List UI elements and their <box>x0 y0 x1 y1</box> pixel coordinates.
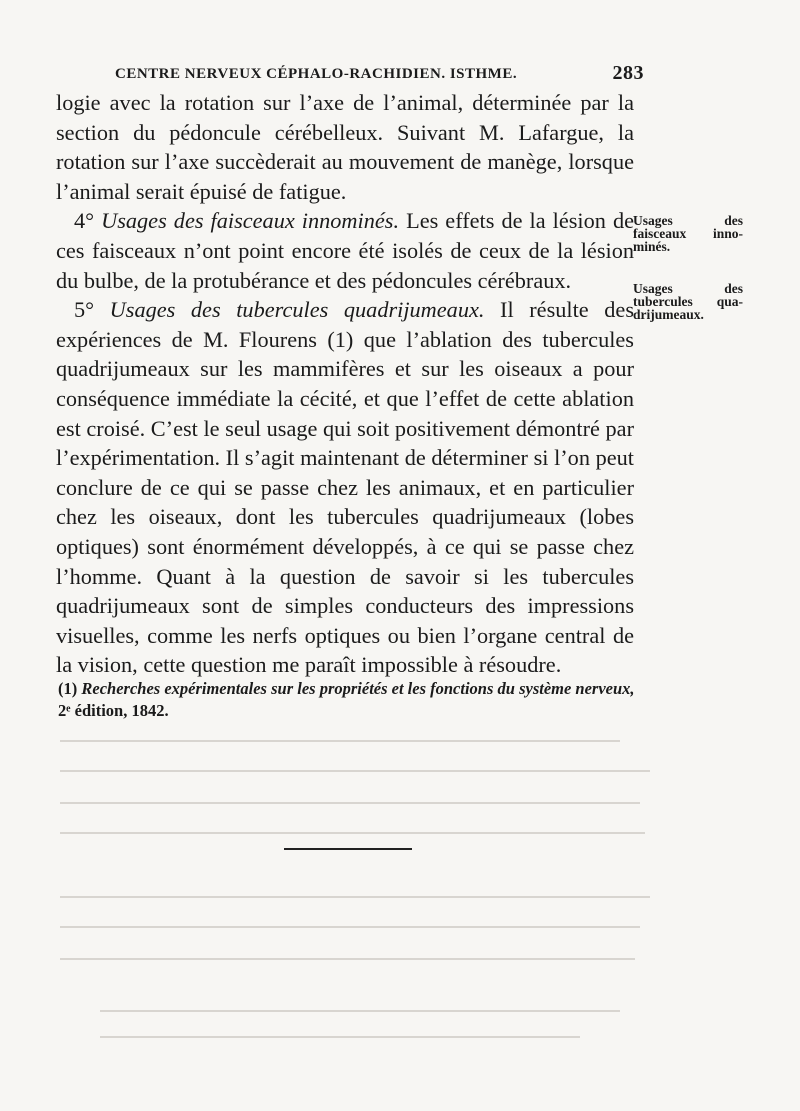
section-title: Usages des faisceaux innominés. <box>101 208 400 234</box>
bleed-line <box>60 896 650 898</box>
margin-note-faisceaux <box>633 214 743 253</box>
margin-note-line: Usages des <box>633 213 743 228</box>
bleed-line <box>60 740 620 742</box>
bleed-line <box>60 926 640 928</box>
section-title: Usages des tubercules quadrijumeaux. <box>109 297 485 323</box>
footnote <box>58 678 638 722</box>
bleed-line <box>60 832 645 834</box>
margin-note-line: drijumeaux. <box>633 307 704 322</box>
page-number: 283 <box>612 62 644 84</box>
bleed-line <box>100 1036 580 1038</box>
margin-note-line: minés. <box>633 239 671 254</box>
bleed-line <box>100 1010 620 1012</box>
margin-note-line: tubercules qua- <box>633 294 743 309</box>
bleed-line <box>60 770 650 772</box>
bleed-line <box>60 802 640 804</box>
running-head-title: CENTRE NERVEUX CÉPHALO-RACHIDIEN. ISTHME. <box>115 66 518 82</box>
section-number: 4° <box>74 208 102 234</box>
margin-note-tubercules <box>633 282 743 321</box>
margin-note-line: Usages des <box>633 281 743 296</box>
section-text: Il résulte des expériences de M. Flourens (1) que l’ablation des tubercules quadrijumeaux sur les mammifères et sur les oiseaux a pour conséquence immédiate la cécité, et que l’effet de cette ablation est croisé. C’est le seul usage qui soit positivement démontré par l’expérimentation. Il s’agit maintenant de déterminer si l’on peut conclure de ce qui se passe chez les animaux, et en particulier chez les oiseaux, dont les tubercules quadrijumeaux (lobes optiques) sont énormément développés, à ce qui se passe chez l’homme. Quant à la question de savoir si les tubercules quadrijumeaux sont de simples conducteurs des impressions visuelles, comme les nerfs optiques ou bien l’organe central de la vision, cette question me paraît impossible à résoudre. <box>56 297 635 678</box>
footnote-marker: (1) <box>58 679 82 698</box>
margin-note-line: faisceaux inno- <box>633 226 743 241</box>
paragraph-tubercules <box>56 295 634 680</box>
footnote-edition: 2ᵉ édition, 1842. <box>58 701 169 720</box>
paragraph-continued: logie avec la rotation sur l’axe de l’animal, déterminée par la section du pédoncule cérébelleux. Suivant M. Lafargue, la rotation sur l’axe succèderait au mouvement de manège, lorsque l’animal serait épuisé de fatigue. <box>56 90 634 204</box>
section-number: 5° <box>74 297 110 323</box>
bleed-line <box>60 958 635 960</box>
bleed-through-shadow <box>60 720 660 1070</box>
main-text <box>56 88 634 680</box>
paragraph-faisceaux <box>56 206 634 295</box>
section-text: Les effets de la lésion de ces faisceaux n’ont point encore été isolés de ceux de la lésion du bulbe, de la protubérance et des pédoncules cérébraux. <box>56 208 634 293</box>
footnote-title: Recherches expérimentales sur les propriétés et les fonctions du système nerveux, <box>81 679 635 698</box>
